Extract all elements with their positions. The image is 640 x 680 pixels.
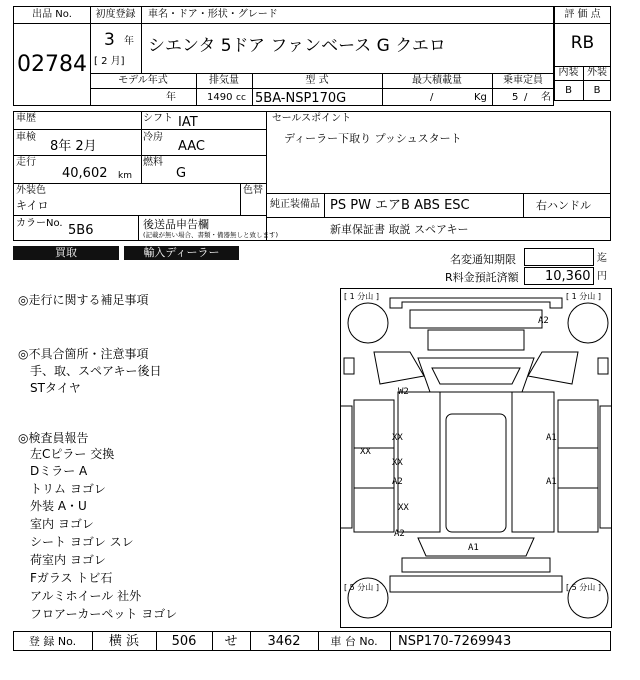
displacement-label: 排気量 xyxy=(209,75,239,86)
color-change-label: 色替 xyxy=(243,185,263,196)
first-registration-month: [ 2 月] xyxy=(94,56,125,67)
wheel-front-left-icon xyxy=(348,303,388,343)
damage-mark: XX xyxy=(360,447,371,457)
inspection-value: 8年 2月 xyxy=(50,139,97,154)
door-frame-right-icon xyxy=(512,392,554,532)
recycle-fee-unit: 円 xyxy=(597,271,607,282)
lot-number-label: 出品 No. xyxy=(32,9,72,20)
defects-heading: ◎不具合箇所・注意事項 xyxy=(18,347,149,361)
registration-label: 登 録 No. xyxy=(28,635,77,648)
inspector-line: フロアーカーペット ヨゴレ xyxy=(30,607,178,621)
chassis-number: NSP170-7269943 xyxy=(398,634,512,649)
sales-point-label: セールスポイント xyxy=(272,113,352,124)
capacity-unit: 名 xyxy=(541,92,551,103)
model-code-label: 型 式 xyxy=(305,75,329,86)
damage-mark: A1 xyxy=(546,433,557,443)
exterior-color-label: 外装色 xyxy=(16,185,46,196)
max-load-slash: / xyxy=(430,92,434,103)
displacement-value: 1490 xyxy=(207,92,233,103)
damage-mark: XX xyxy=(392,458,403,468)
body-side-left-icon xyxy=(354,400,394,532)
transfer-deadline-unit: 迄 xyxy=(597,253,607,264)
inspector-line: Fガラス トビ石 xyxy=(30,571,113,585)
history-label: 車歴 xyxy=(16,113,36,124)
inspector-line: 外装 A・U xyxy=(30,499,87,513)
damage-mark: A1 xyxy=(546,477,557,487)
damage-mark: XX xyxy=(392,433,403,443)
transfer-deadline-label: 名変通知期限 xyxy=(450,253,516,266)
damage-mark: A2 xyxy=(392,477,403,487)
year-unit: 年 xyxy=(124,36,134,47)
side-rail-left-icon xyxy=(340,406,352,528)
mirror-left-icon xyxy=(344,358,354,374)
mileage-unit: km xyxy=(118,171,132,181)
inspector-line: トリム ヨゴレ xyxy=(30,482,106,496)
first-registration-year: 3 xyxy=(104,30,115,50)
first-registration-label: 初度登録 xyxy=(95,9,136,20)
defect-line: STタイヤ xyxy=(30,381,81,395)
fuel-label: 燃料 xyxy=(143,157,163,168)
tailgate-icon xyxy=(402,558,550,572)
damage-mark: A2 xyxy=(538,316,549,326)
displacement-unit: cc xyxy=(236,93,246,103)
inspector-line: 荷室内 ヨゴレ xyxy=(30,553,106,567)
damage-mark: W2 xyxy=(398,387,409,397)
steering-position: 右ハンドル xyxy=(536,199,591,212)
tire-depth-front-left: [ 1 分山 ] xyxy=(344,292,379,301)
model-year-unit: 年 xyxy=(166,92,176,103)
capacity-slash: / xyxy=(524,92,528,103)
inspector-line: 左Cピラー 交換 xyxy=(30,447,115,461)
driving-notes-heading: ◎走行に関する補足事項 xyxy=(18,293,149,307)
grade-label: 評 価 点 xyxy=(564,9,601,20)
registration-class: 506 xyxy=(171,634,197,649)
ac-value: AAC xyxy=(178,139,205,154)
interior-grade-label: 内装 xyxy=(558,67,579,78)
inspection-label: 車検 xyxy=(16,132,36,143)
buy-badge: 買取 xyxy=(13,246,119,260)
vehicle-description-label: 車名・ドア・形状・グレード xyxy=(148,9,278,20)
model-code: 5BA-NSP170G xyxy=(255,91,347,106)
max-load-label: 最大積載量 xyxy=(412,75,462,86)
shift-label: シフト xyxy=(143,113,173,124)
registration-number: 3462 xyxy=(267,634,301,649)
color-number: 5B6 xyxy=(68,223,94,238)
front-fender-left-icon xyxy=(374,352,424,384)
front-bumper-icon xyxy=(390,298,562,308)
warranty-docs: 新車保証書 取説 スペアキー xyxy=(330,223,469,236)
rear-bumper-icon xyxy=(390,576,562,592)
sales-point-text: ディーラー下取り プッシュスタート xyxy=(284,132,462,145)
transfer-deadline-box xyxy=(524,248,594,266)
defect-line: 手、取、スペアキー後日 xyxy=(30,364,162,378)
inspector-line: 室内 ヨゴレ xyxy=(30,517,94,531)
hood-panel-icon xyxy=(428,330,524,350)
damage-mark: XX xyxy=(398,503,409,513)
model-year-label: モデル年式 xyxy=(118,75,168,86)
tire-depth-front-right: [ 1 分山 ] xyxy=(566,292,601,301)
fuel-value: G xyxy=(176,166,187,181)
front-fender-right-icon xyxy=(528,352,578,384)
registration-kana: せ xyxy=(224,634,238,649)
inspector-line: シート ヨゴレ スレ xyxy=(30,535,134,549)
exterior-grade-label: 外装 xyxy=(587,67,607,78)
shift-value: IAT xyxy=(178,115,198,130)
import-dealer-badge: 輸入ディーラー xyxy=(124,246,239,260)
wheel-front-right-icon xyxy=(568,303,608,343)
damage-mark: A2 xyxy=(394,529,405,539)
recycle-fee-value: 10,360 xyxy=(545,269,591,284)
inspector-line: アルミホイール 社外 xyxy=(30,589,142,603)
car-name: シエンタ 5ドア ファンベース G クエロ xyxy=(148,36,446,56)
color-number-label: カラーNo. xyxy=(16,218,63,229)
tire-depth-rear-left: [ 5 分山 ] xyxy=(344,583,379,592)
damage-mark: A1 xyxy=(468,543,479,553)
tire-depth-rear-right: [ 5 分山 ] xyxy=(566,583,601,592)
deferred-items-label: 後送品申告欄 xyxy=(143,218,209,231)
lot-number: 02784 xyxy=(17,52,87,77)
equipment-list: PS PW エアB ABS ESC xyxy=(330,198,470,213)
exterior-color: キイロ xyxy=(16,199,49,212)
recycle-fee-label: R料金預託済額 xyxy=(445,271,519,284)
windshield-inner-icon xyxy=(432,368,520,384)
chassis-label: 車 台 No. xyxy=(330,635,378,648)
inspector-report-heading: ◎検査員報告 xyxy=(18,431,89,445)
body-side-right-icon xyxy=(558,400,598,532)
deferred-items-note: (記載が無い場合、書類・備器無しと致します) xyxy=(143,231,279,239)
overall-grade: RB xyxy=(570,33,595,53)
mirror-right-icon xyxy=(598,358,608,374)
front-grille-icon xyxy=(410,310,542,328)
side-rail-right-icon xyxy=(600,406,612,528)
mileage-value: 40,602 xyxy=(62,166,108,181)
equipment-label: 純正装備品 xyxy=(270,199,320,210)
registration-region: 横 浜 xyxy=(108,634,140,649)
exterior-grade: B xyxy=(593,85,601,96)
roof-panel-icon xyxy=(446,414,506,532)
capacity-value: 5 xyxy=(512,92,519,103)
inspector-line: Dミラー A xyxy=(30,464,88,478)
mileage-label: 走行 xyxy=(16,157,36,168)
capacity-label: 乗車定員 xyxy=(503,75,543,86)
damage-diagram xyxy=(340,288,612,628)
interior-grade: B xyxy=(565,85,572,96)
max-load-unit: Kg xyxy=(474,92,487,103)
ac-label: 冷房 xyxy=(143,132,163,143)
